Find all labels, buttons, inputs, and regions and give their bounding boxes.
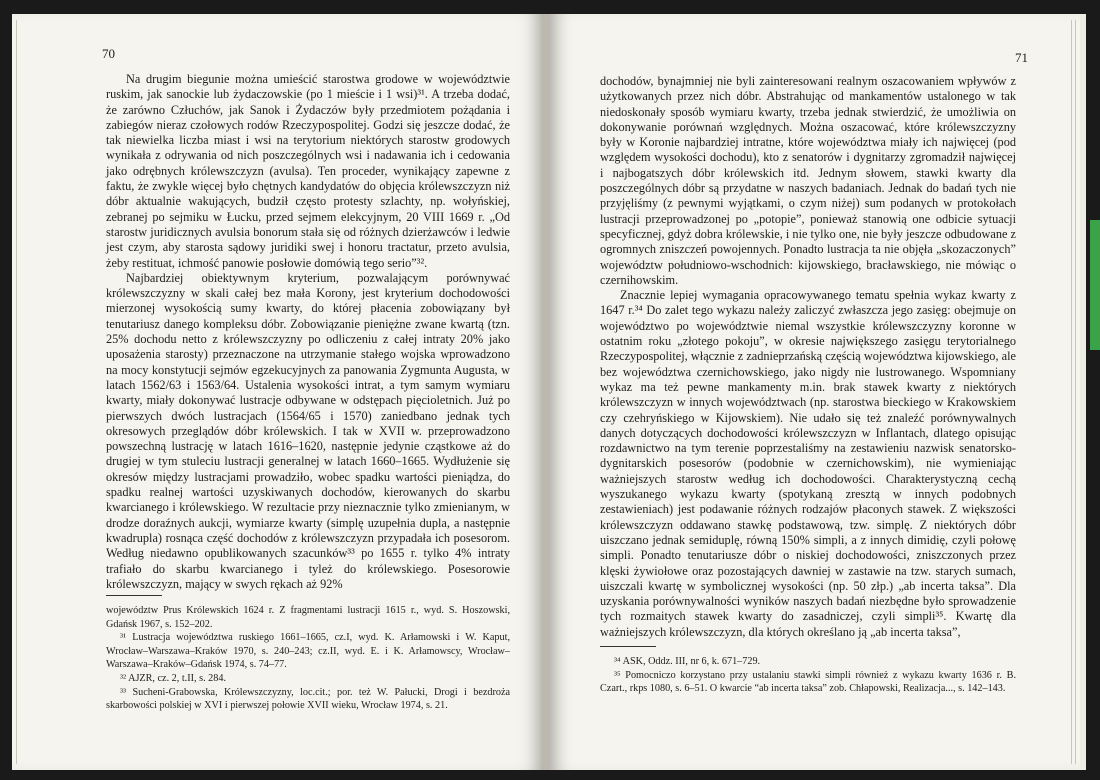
right-page bbox=[550, 14, 1080, 770]
footnote: ³¹ Lustracja województwa ruskiego 1661–1665, cz.I, wyd. K. Arłamowski i W. Kaput, Wrocław–Warszawa–Kraków 1970, s. 240–243; cz.II, wyd. E. i K. Arłamowscy, Wrocław–Warszawa–Kraków–Gdańsk 1974, s. 74–77. bbox=[106, 632, 510, 671]
open-book bbox=[12, 14, 1086, 770]
page-edge bbox=[16, 20, 17, 764]
green-edge-strip bbox=[1090, 220, 1100, 350]
footnote: województw Prus Królewskich 1624 r. Z fragmentami lustracji 1615 r., wyd. S. Hoszowski, Gdańsk 1967, s. 152–202. bbox=[106, 605, 510, 630]
page-number: 70 bbox=[102, 46, 115, 61]
page-edge bbox=[1071, 20, 1072, 764]
page-edge bbox=[1075, 20, 1076, 764]
paragraph: Na drugim biegunie można umieścić starostwa grodowe w województwie ruskim, jak sanockie lub żydaczowskie (po 1 mieście i 1 wsi)³¹. A trzeba dodać, że zarówno Człuchów, jak Sanok i Żydaczów były przedmiotem pożądania i zabiegów nieraz czołowych rodów Rzeczypospolitej. Godzi się jeszcze dodać, że tak niewielka liczba miast i wsi na terytorium niektórych starostw grodowych wynikała z odrywania od nich poszczególnych wsi i nadawania ich i cedowania jako odrębnych królewszczyzn (avulsa). Ten proceder, wynikający zapewne z faktu, że zwykle więcej było chętnych kandydatów do objęcia królewszczyzn niż dóbr aktualnie wakujących, budził często protesty szlachty, np. wołyńskiej, zebranej po sejmiku w Łucku, przed sejmem elekcyjnym, 20 VIII 1669 r. „Od starostw juridicznych avulsia bonorum stała się od różnych dzierżawców i ledwie jest czym, aby starosta sądowy juridiki swej i honoru tractatur, przeto avulsia, żeby restituat, ichmość panowie posłowie domówią tego serio”³². bbox=[106, 72, 510, 270]
footnote: ³⁴ ASK, Oddz. III, nr 6, k. 671–729. bbox=[614, 656, 761, 667]
footnote-rule bbox=[600, 646, 656, 647]
body-text bbox=[106, 72, 510, 592]
footnotes bbox=[600, 655, 1016, 696]
paragraph: Najbardziej obiektywnym kryterium, pozwalającym porównywać królewszczyzny w skali całej bez mała Korony, jest kryterium dochodowości mierzonej wysokością sumy kwarty, do której płacenia zobowiązany był tenutariusz danego kompleksu dóbr. Zobowiązanie pieniężne zwane kwartą (tzn. 25% dochodu netto z królewszczyzny po odliczeniu z całej intraty 20% jako uposażenia starosty) przeznaczone na utrzymanie stałego wojska wprowadzono na mocy konstytucji sejmów egzekucyjnych za panowania Zygmunta Augusta, w latach 1562/63 i 1563/64. Ustalenia wysokości intrat, a tym samym wymiaru kwarty, miały dokonywać lustracje odbywane w odstępach pięcioletnich. Już po pierwszych dwóch lustracjach (1564/65 i 1570) zaniedbano jednak tych okresowych przeglądów dóbr królewskich. I tak w XVII w. przeprowadzono powszechną lustrację w latach 1616–1620, następnie jedynie cząstkowe aż do drugiej w tym stuleciu lustracji generalnej w latach 1660–1665. Wydłużenie się okresów między lustracjami prowadziło, wobec spadku wartości pieniądza, do spadku realnej wartości uzyskiwanych dochodów, kierowanych do skarbu kwarcianego i królewskiego. W rezultacie przy nieznacznie tylko zmienianym, w drodze doraźnych aukcji, wymiarze kwarty (simplę uzupełnia dupla, a następnie kwadrupla) rosnąca część dochodów z królewszczyzn przypadała ich posesorom. Według niedawno opublikowanych szacunków³³ po 1655 r. tylko 4% intraty trafiało do skarbu kwarcianego i tyleż do królewskiego. Posesorowie królewszczyzn, mający w swych rękach aż 92% bbox=[106, 270, 510, 591]
footnote: ³⁵ Pomocniczo korzystano przy ustalaniu stawki simpli również z wykazu kwarty 1636 r. B. Czart., rkps 1080, s. 6–51. O kwarcie “ab incerta taksa” zob. Chłapowski, Realizacja..., s. 142–143. bbox=[600, 669, 1016, 695]
page-number: 71 bbox=[1015, 50, 1028, 65]
footnote: ³³ Sucheni-Grabowska, Królewszczyzny, loc.cit.; por. też W. Pałucki, Drogi i bezdroża skarbowości polskiej w XVI i pierwszej połowie XVII wieku, Wrocław 1974, s. 21. bbox=[106, 686, 510, 712]
footnote-rule bbox=[106, 595, 162, 596]
paragraph: dochodów, bynajmniej nie byli zainteresowani realnym oszacowaniem wpływów z użytkowanych przez nich dóbr. Abstrahując od mankamentów ustalonego w tak niedoskonały sposób wymiaru kwarty, trzeba jednak stwierdzić, że umożliwia on dokonywanie porównań względnych. Można oszacować, które królewszczyzny były w Koronie najbardziej intratne, które województwa miały ich najwięcej (pod względem wysokości dochodu), kto z senatorów i dygnitarzy zgromadził najwięcej i najbogatszych dóbr królewskich itd. Jednym słowem, stawki kwarty dla poszczególnych dóbr są przydatne w naszych badaniach. Jednak do badań tych nie przyjęliśmy (z pewnymi wyjątkami, o czym niżej) sum podanych w protokołach lustracji przeprowadzonej po „potopie”, ponieważ stanowią one odbicie sytuacji specyficznej, gdyż dobra królewskie, i nie tylko one, nie były jeszcze odbudowane z ogromnych zniszczeń powojennych. Ponadto lustracja ta nie objęła „skozaczonych” województw południowo-wschodnich: kijowskiego, bracławskiego, nie mówiąc o czernihowskim. bbox=[600, 74, 1016, 287]
footnote: ³² AJZR, cz. 2, t.II, s. 284. bbox=[120, 672, 226, 684]
book-gutter bbox=[542, 14, 550, 770]
body-text bbox=[600, 74, 1016, 640]
paragraph: Znacznie lepiej wymagania opracowywanego tematu spełnia wykaz kwarty z 1647 r.³⁴ Do zalet tego wykazu należy zaliczyć zwłaszcza jego zasięg: obejmuje on województwo po województwie niemal wszystkie królewszczyzny koronne w ostatnim roku „złotego pokoju”, w okresie największego zasięgu terytorialnego Rzeczypospolitej, włącznie z zadnieprzańską częścią województwa kijowskiego, ale bez województwa czernichowskiego, jako nigdy nie lustrowanego. Wspomniany wykaz ma też pewne mankamenty m.in. brak stawek kwarty z niektórych królewszczyzn w innych województwach (np. starostwa bieckiego w Krakowskiem czy czehryńskiego w Kijowskiem). Nie udało się też znaleźć porównywalnych danych dotyczących dochodowości królewszczyzn w Inflantach, dlatego opisując rozdawnictwo na tym terenie poprzestaliśmy na zestawieniu nazwisk senatorsko-dygnitarskich posesorów (podobnie w czernichowskim), nie wymieniając ważniejszych starostw według ich dochodowości. Charakterystyczną cechą wyszukanego wykazu kwarty (spotykaną zresztą w innych podobnych zestawieniach) jest podawanie różnych rodzajów płaconych stawek. Z większości królewszczyzn oddawano stawkę podstawową, tzw. simplę. Z niektórych dóbr uiszczano jednak semiduplę, równą 150% simpli, a z innych dimidię, czyli połowę simpli. Ponadto tenutariusze dóbr o niskiej dochodowości, zniszczonych przez klęski żywiołowe oraz pozostających dawniej w zastawie na tzw. starych sumach, uiszczali kwartę w symbolicznej wysokości (np. 50 złp.) „ab incerta taksa”. Dla uzyskania porównywalności wyników naszych badań niezbędne było sprowadzenie tych rozmaitych stawek kwarty do zasadniczej, czyli simpli³⁵. Kwartę dla ważniejszych królewszczyzn, dla których określano ją „ab incerta taksa”, bbox=[600, 288, 1016, 639]
left-page bbox=[12, 14, 542, 770]
footnotes bbox=[106, 604, 510, 713]
